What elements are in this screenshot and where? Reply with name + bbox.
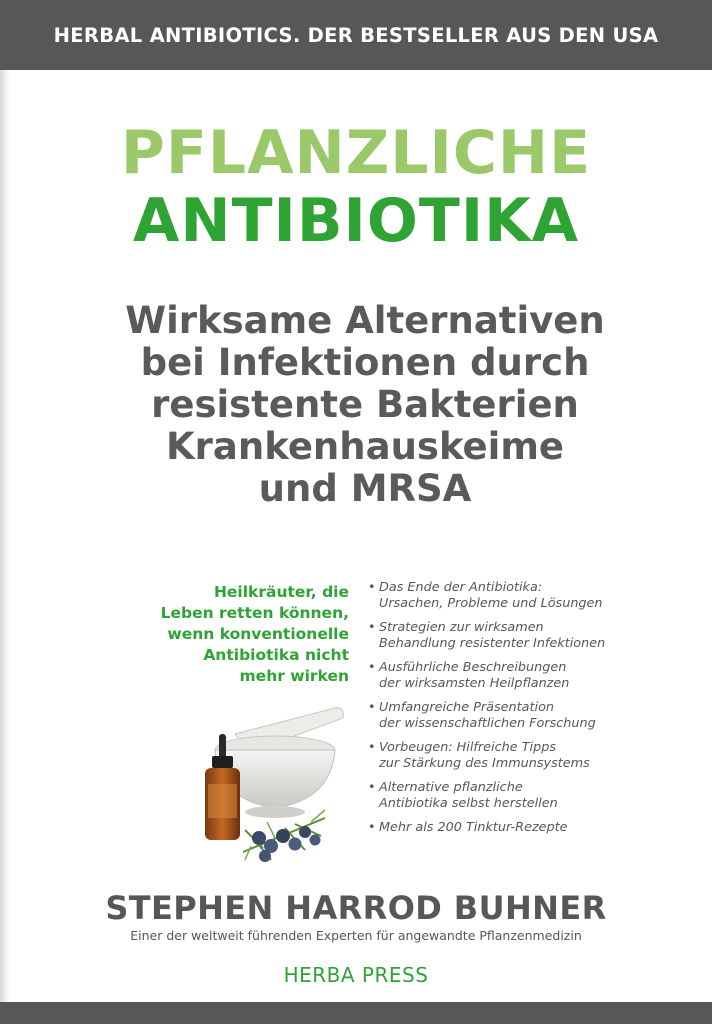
juniper-berries-icon: [243, 810, 325, 862]
top-banner: [0, 0, 712, 70]
list-item-line: • Strategien zur wirksamen: [379, 620, 544, 635]
subtitle-line: Krankenhauskeime: [166, 425, 564, 468]
list-item: [368, 660, 668, 692]
publisher-name: HERBA PRESS: [283, 963, 429, 987]
tagline: [129, 582, 349, 687]
subtitle-line: Wirksame Alternativen: [125, 299, 605, 342]
tagline-line: Heilkräuter, die: [213, 583, 349, 601]
title-line-2: ANTIBIOTIKA: [132, 186, 580, 256]
list-item-line: der wirksamsten Heilpflanzen: [379, 676, 570, 691]
author-name: STEPHEN HARROD BUHNER: [105, 889, 607, 927]
feature-list: [368, 580, 668, 844]
bottom-band: [0, 1002, 712, 1024]
tagline-line: Antibiotika nicht: [203, 646, 349, 664]
list-item: [368, 740, 668, 772]
subtitle-line: resistente Bakterien: [151, 383, 579, 426]
list-item-line: zur Stärkung des Immunsystems: [379, 756, 590, 771]
list-item: [368, 820, 668, 836]
subtitle-line: bei Infektionen durch: [140, 341, 590, 384]
list-item: [368, 620, 668, 652]
herbal-illustration: [175, 700, 355, 870]
list-item-line: • Alternative pflanzliche: [379, 780, 523, 795]
list-item: [368, 700, 668, 732]
list-item-line: Antibiotika selbst herstellen: [379, 796, 558, 811]
list-item: [368, 580, 668, 612]
tagline-line: Leben retten können,: [160, 604, 349, 622]
list-item: [368, 780, 668, 812]
author-description: Einer der weltweit führenden Experten für angewandte Pflanzenmedizin: [130, 928, 582, 943]
list-item-line: • Umfangreiche Präsentation: [379, 700, 555, 715]
list-item-line: Ursachen, Probleme und Lösungen: [379, 596, 603, 611]
tagline-line: wenn konventionelle: [167, 625, 349, 643]
top-banner-text: HERBAL ANTIBIOTICS. DER BESTSELLER AUS DEN USA: [53, 23, 659, 47]
title-line-1: PFLANZLICHE: [120, 118, 592, 188]
list-item-line: • Ausführliche Beschreibungen: [379, 660, 567, 675]
list-item-line: • Vorbeugen: Hilfreiche Tipps: [379, 740, 556, 755]
list-item-line: Behandlung resistenter Infektionen: [379, 636, 606, 651]
subtitle: [60, 300, 670, 510]
list-item-line: • Mehr als 200 Tinktur-Rezepte: [379, 820, 568, 835]
list-item-line: der wissenschaftlichen Forschung: [379, 716, 596, 731]
tagline-line: mehr wirken: [239, 667, 349, 685]
list-item-line: • Das Ende der Antibiotika:: [379, 580, 543, 595]
subtitle-line: und MRSA: [258, 467, 472, 510]
